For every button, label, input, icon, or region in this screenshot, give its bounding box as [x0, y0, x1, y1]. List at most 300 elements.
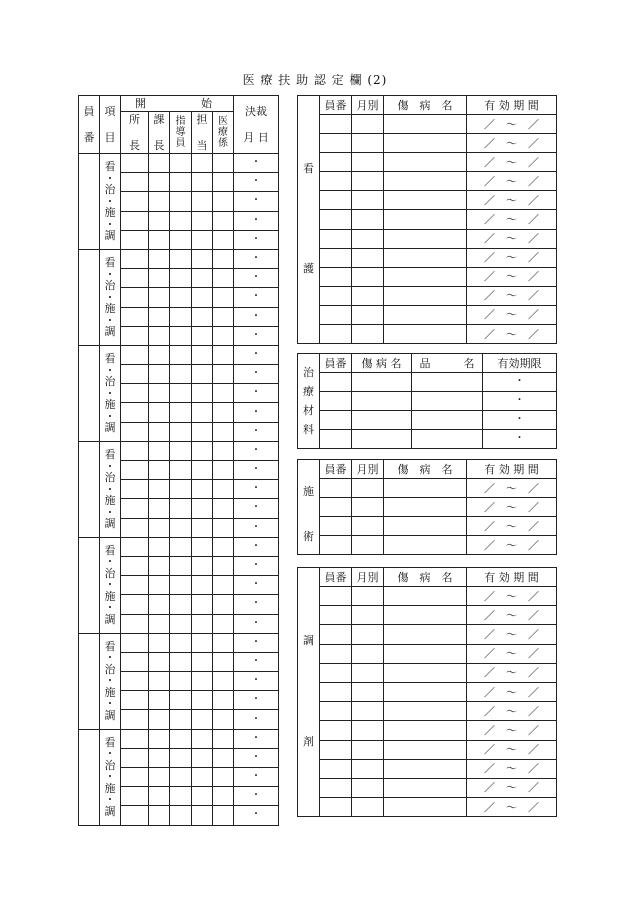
approval-stamp-cell[interactable] — [213, 365, 234, 384]
approval-stamp-cell[interactable] — [192, 403, 213, 422]
approval-stamp-cell[interactable] — [213, 307, 234, 326]
approval-stamp-cell[interactable] — [192, 269, 213, 288]
entry-cell[interactable] — [320, 644, 352, 663]
approval-stamp-cell[interactable] — [213, 633, 234, 652]
approval-stamp-cell[interactable] — [149, 595, 170, 614]
entry-cell[interactable] — [352, 172, 384, 191]
entry-cell[interactable] — [384, 798, 467, 817]
entry-cell[interactable] — [320, 778, 352, 797]
entry-cell[interactable] — [352, 682, 384, 701]
approval-stamp-cell[interactable] — [149, 211, 170, 230]
entry-cell[interactable] — [352, 305, 384, 324]
entry-cell[interactable] — [384, 210, 467, 229]
approval-stamp-cell[interactable] — [213, 787, 234, 806]
approval-stamp-cell[interactable] — [213, 710, 234, 729]
decision-date-cell[interactable]: ・ — [234, 806, 279, 825]
entry-cell[interactable] — [384, 115, 467, 134]
approval-stamp-cell[interactable] — [192, 422, 213, 441]
entry-cell[interactable] — [320, 305, 352, 324]
approval-stamp-cell[interactable] — [213, 154, 234, 173]
approval-stamp-cell[interactable] — [170, 748, 192, 767]
approval-stamp-cell[interactable] — [121, 422, 149, 441]
valid-limit-cell[interactable]: ・ — [483, 411, 557, 430]
approval-stamp-cell[interactable] — [170, 230, 192, 249]
approval-stamp-cell[interactable] — [170, 576, 192, 595]
approval-stamp-cell[interactable] — [213, 403, 234, 422]
member-number-cell[interactable] — [79, 345, 100, 441]
entry-cell[interactable] — [320, 498, 352, 517]
valid-period-cell[interactable]: ／ 〜 ／ — [467, 517, 557, 536]
entry-cell[interactable] — [352, 498, 384, 517]
decision-date-cell[interactable]: ・ — [234, 633, 279, 652]
entry-cell[interactable] — [384, 229, 467, 248]
approval-stamp-cell[interactable] — [170, 499, 192, 518]
entry-cell[interactable] — [384, 702, 467, 721]
entry-cell[interactable] — [352, 134, 384, 153]
approval-stamp-cell[interactable] — [213, 288, 234, 307]
approval-stamp-cell[interactable] — [192, 652, 213, 671]
entry-cell[interactable] — [412, 373, 483, 392]
approval-stamp-cell[interactable] — [213, 441, 234, 460]
approval-stamp-cell[interactable] — [213, 499, 234, 518]
approval-stamp-cell[interactable] — [213, 729, 234, 748]
approval-stamp-cell[interactable] — [149, 556, 170, 575]
approval-stamp-cell[interactable] — [213, 748, 234, 767]
approval-stamp-cell[interactable] — [121, 787, 149, 806]
approval-stamp-cell[interactable] — [149, 173, 170, 192]
valid-limit-cell[interactable]: ・ — [483, 430, 557, 449]
approval-stamp-cell[interactable] — [170, 614, 192, 633]
entry-cell[interactable] — [384, 498, 467, 517]
approval-stamp-cell[interactable] — [121, 269, 149, 288]
entry-cell[interactable] — [384, 134, 467, 153]
approval-stamp-cell[interactable] — [121, 710, 149, 729]
entry-cell[interactable] — [384, 778, 467, 797]
entry-cell[interactable] — [352, 625, 384, 644]
approval-stamp-cell[interactable] — [192, 691, 213, 710]
approval-stamp-cell[interactable] — [192, 345, 213, 364]
approval-stamp-cell[interactable] — [149, 192, 170, 211]
approval-stamp-cell[interactable] — [149, 806, 170, 825]
entry-cell[interactable] — [352, 606, 384, 625]
approval-stamp-cell[interactable] — [170, 288, 192, 307]
entry-cell[interactable] — [320, 229, 352, 248]
approval-stamp-cell[interactable] — [213, 192, 234, 211]
approval-stamp-cell[interactable] — [192, 787, 213, 806]
entry-cell[interactable] — [384, 682, 467, 701]
valid-period-cell[interactable]: ／ 〜 ／ — [467, 172, 557, 191]
entry-cell[interactable] — [320, 134, 352, 153]
member-number-cell[interactable] — [79, 729, 100, 825]
approval-stamp-cell[interactable] — [192, 595, 213, 614]
member-number-cell[interactable] — [79, 249, 100, 345]
member-number-cell[interactable] — [79, 633, 100, 729]
approval-stamp-cell[interactable] — [192, 441, 213, 460]
entry-cell[interactable] — [320, 172, 352, 191]
entry-cell[interactable] — [384, 267, 467, 286]
entry-cell[interactable] — [352, 517, 384, 536]
approval-stamp-cell[interactable] — [192, 537, 213, 556]
decision-date-cell[interactable]: ・ — [234, 192, 279, 211]
entry-cell[interactable] — [320, 248, 352, 267]
decision-date-cell[interactable]: ・ — [234, 345, 279, 364]
approval-stamp-cell[interactable] — [170, 480, 192, 499]
approval-stamp-cell[interactable] — [192, 614, 213, 633]
decision-date-cell[interactable]: ・ — [234, 249, 279, 268]
approval-stamp-cell[interactable] — [149, 729, 170, 748]
decision-date-cell[interactable]: ・ — [234, 480, 279, 499]
approval-stamp-cell[interactable] — [149, 326, 170, 345]
approval-stamp-cell[interactable] — [149, 461, 170, 480]
approval-stamp-cell[interactable] — [149, 422, 170, 441]
valid-period-cell[interactable]: ／ 〜 ／ — [467, 286, 557, 305]
decision-date-cell[interactable]: ・ — [234, 518, 279, 537]
entry-cell[interactable] — [320, 153, 352, 172]
approval-stamp-cell[interactable] — [213, 249, 234, 268]
decision-date-cell[interactable]: ・ — [234, 211, 279, 230]
approval-stamp-cell[interactable] — [213, 211, 234, 230]
valid-period-cell[interactable]: ／ 〜 ／ — [467, 702, 557, 721]
entry-cell[interactable] — [320, 606, 352, 625]
entry-cell[interactable] — [320, 721, 352, 740]
entry-cell[interactable] — [384, 325, 467, 344]
valid-period-cell[interactable]: ／ 〜 ／ — [467, 134, 557, 153]
approval-stamp-cell[interactable] — [121, 614, 149, 633]
approval-stamp-cell[interactable] — [192, 249, 213, 268]
approval-stamp-cell[interactable] — [170, 729, 192, 748]
approval-stamp-cell[interactable] — [170, 307, 192, 326]
approval-stamp-cell[interactable] — [170, 806, 192, 825]
approval-stamp-cell[interactable] — [149, 307, 170, 326]
entry-cell[interactable] — [320, 411, 352, 430]
approval-stamp-cell[interactable] — [213, 768, 234, 787]
approval-stamp-cell[interactable] — [170, 537, 192, 556]
approval-stamp-cell[interactable] — [192, 748, 213, 767]
valid-period-cell[interactable]: ／ 〜 ／ — [467, 759, 557, 778]
entry-cell[interactable] — [352, 392, 412, 411]
valid-limit-cell[interactable]: ・ — [483, 373, 557, 392]
approval-stamp-cell[interactable] — [192, 365, 213, 384]
approval-stamp-cell[interactable] — [149, 537, 170, 556]
valid-period-cell[interactable]: ／ 〜 ／ — [467, 248, 557, 267]
decision-date-cell[interactable]: ・ — [234, 787, 279, 806]
valid-period-cell[interactable]: ／ 〜 ／ — [467, 305, 557, 324]
approval-stamp-cell[interactable] — [121, 230, 149, 249]
decision-date-cell[interactable]: ・ — [234, 461, 279, 480]
decision-date-cell[interactable]: ・ — [234, 729, 279, 748]
valid-limit-cell[interactable]: ・ — [483, 392, 557, 411]
decision-date-cell[interactable]: ・ — [234, 768, 279, 787]
entry-cell[interactable] — [320, 517, 352, 536]
approval-stamp-cell[interactable] — [213, 537, 234, 556]
approval-stamp-cell[interactable] — [170, 556, 192, 575]
approval-stamp-cell[interactable] — [149, 672, 170, 691]
entry-cell[interactable] — [352, 798, 384, 817]
approval-stamp-cell[interactable] — [121, 633, 149, 652]
approval-stamp-cell[interactable] — [121, 672, 149, 691]
valid-period-cell[interactable]: ／ 〜 ／ — [467, 663, 557, 682]
approval-stamp-cell[interactable] — [121, 365, 149, 384]
decision-date-cell[interactable]: ・ — [234, 173, 279, 192]
valid-period-cell[interactable]: ／ 〜 ／ — [467, 721, 557, 740]
entry-cell[interactable] — [384, 644, 467, 663]
approval-stamp-cell[interactable] — [149, 154, 170, 173]
approval-stamp-cell[interactable] — [192, 806, 213, 825]
approval-stamp-cell[interactable] — [121, 768, 149, 787]
entry-cell[interactable] — [320, 191, 352, 210]
entry-cell[interactable] — [384, 172, 467, 191]
entry-cell[interactable] — [412, 392, 483, 411]
entry-cell[interactable] — [352, 778, 384, 797]
approval-stamp-cell[interactable] — [121, 537, 149, 556]
approval-stamp-cell[interactable] — [121, 326, 149, 345]
entry-cell[interactable] — [320, 479, 352, 498]
approval-stamp-cell[interactable] — [213, 518, 234, 537]
entry-cell[interactable] — [352, 267, 384, 286]
approval-stamp-cell[interactable] — [192, 556, 213, 575]
valid-period-cell[interactable]: ／ 〜 ／ — [467, 191, 557, 210]
valid-period-cell[interactable]: ／ 〜 ／ — [467, 267, 557, 286]
valid-period-cell[interactable]: ／ 〜 ／ — [467, 778, 557, 797]
approval-stamp-cell[interactable] — [149, 787, 170, 806]
approval-stamp-cell[interactable] — [213, 556, 234, 575]
entry-cell[interactable] — [384, 536, 467, 555]
approval-stamp-cell[interactable] — [213, 461, 234, 480]
valid-period-cell[interactable]: ／ 〜 ／ — [467, 606, 557, 625]
approval-stamp-cell[interactable] — [149, 576, 170, 595]
entry-cell[interactable] — [352, 740, 384, 759]
entry-cell[interactable] — [384, 740, 467, 759]
valid-period-cell[interactable]: ／ 〜 ／ — [467, 115, 557, 134]
approval-stamp-cell[interactable] — [192, 518, 213, 537]
approval-stamp-cell[interactable] — [170, 249, 192, 268]
entry-cell[interactable] — [384, 153, 467, 172]
valid-period-cell[interactable]: ／ 〜 ／ — [467, 536, 557, 555]
approval-stamp-cell[interactable] — [121, 403, 149, 422]
decision-date-cell[interactable]: ・ — [234, 691, 279, 710]
approval-stamp-cell[interactable] — [192, 729, 213, 748]
approval-stamp-cell[interactable] — [121, 806, 149, 825]
entry-cell[interactable] — [352, 248, 384, 267]
approval-stamp-cell[interactable] — [213, 422, 234, 441]
entry-cell[interactable] — [384, 663, 467, 682]
approval-stamp-cell[interactable] — [192, 211, 213, 230]
entry-cell[interactable] — [352, 702, 384, 721]
entry-cell[interactable] — [320, 587, 352, 606]
approval-stamp-cell[interactable] — [149, 652, 170, 671]
approval-stamp-cell[interactable] — [170, 672, 192, 691]
entry-cell[interactable] — [320, 115, 352, 134]
entry-cell[interactable] — [320, 702, 352, 721]
approval-stamp-cell[interactable] — [121, 307, 149, 326]
approval-stamp-cell[interactable] — [170, 211, 192, 230]
approval-stamp-cell[interactable] — [121, 576, 149, 595]
decision-date-cell[interactable]: ・ — [234, 384, 279, 403]
entry-cell[interactable] — [320, 267, 352, 286]
approval-stamp-cell[interactable] — [213, 672, 234, 691]
entry-cell[interactable] — [352, 373, 412, 392]
decision-date-cell[interactable]: ・ — [234, 154, 279, 173]
approval-stamp-cell[interactable] — [213, 384, 234, 403]
approval-stamp-cell[interactable] — [149, 499, 170, 518]
entry-cell[interactable] — [384, 625, 467, 644]
approval-stamp-cell[interactable] — [121, 595, 149, 614]
decision-date-cell[interactable]: ・ — [234, 652, 279, 671]
approval-stamp-cell[interactable] — [121, 748, 149, 767]
approval-stamp-cell[interactable] — [192, 672, 213, 691]
member-number-cell[interactable] — [79, 441, 100, 537]
approval-stamp-cell[interactable] — [149, 518, 170, 537]
entry-cell[interactable] — [320, 759, 352, 778]
approval-stamp-cell[interactable] — [213, 576, 234, 595]
approval-stamp-cell[interactable] — [121, 499, 149, 518]
entry-cell[interactable] — [384, 606, 467, 625]
entry-cell[interactable] — [352, 536, 384, 555]
valid-period-cell[interactable]: ／ 〜 ／ — [467, 210, 557, 229]
entry-cell[interactable] — [320, 430, 352, 449]
approval-stamp-cell[interactable] — [149, 230, 170, 249]
approval-stamp-cell[interactable] — [213, 614, 234, 633]
approval-stamp-cell[interactable] — [121, 154, 149, 173]
approval-stamp-cell[interactable] — [170, 461, 192, 480]
approval-stamp-cell[interactable] — [149, 633, 170, 652]
decision-date-cell[interactable]: ・ — [234, 576, 279, 595]
approval-stamp-cell[interactable] — [149, 710, 170, 729]
entry-cell[interactable] — [384, 587, 467, 606]
approval-stamp-cell[interactable] — [149, 691, 170, 710]
approval-stamp-cell[interactable] — [192, 768, 213, 787]
entry-cell[interactable] — [352, 210, 384, 229]
entry-cell[interactable] — [384, 248, 467, 267]
entry-cell[interactable] — [412, 411, 483, 430]
approval-stamp-cell[interactable] — [192, 576, 213, 595]
approval-stamp-cell[interactable] — [192, 307, 213, 326]
entry-cell[interactable] — [320, 286, 352, 305]
approval-stamp-cell[interactable] — [170, 441, 192, 460]
approval-stamp-cell[interactable] — [170, 384, 192, 403]
member-number-cell[interactable] — [79, 154, 100, 250]
approval-stamp-cell[interactable] — [121, 652, 149, 671]
approval-stamp-cell[interactable] — [149, 345, 170, 364]
approval-stamp-cell[interactable] — [170, 192, 192, 211]
approval-stamp-cell[interactable] — [170, 403, 192, 422]
entry-cell[interactable] — [384, 286, 467, 305]
decision-date-cell[interactable]: ・ — [234, 326, 279, 345]
entry-cell[interactable] — [352, 115, 384, 134]
approval-stamp-cell[interactable] — [170, 768, 192, 787]
approval-stamp-cell[interactable] — [192, 154, 213, 173]
approval-stamp-cell[interactable] — [149, 365, 170, 384]
decision-date-cell[interactable]: ・ — [234, 672, 279, 691]
approval-stamp-cell[interactable] — [213, 480, 234, 499]
decision-date-cell[interactable]: ・ — [234, 403, 279, 422]
approval-stamp-cell[interactable] — [121, 480, 149, 499]
approval-stamp-cell[interactable] — [192, 461, 213, 480]
approval-stamp-cell[interactable] — [121, 461, 149, 480]
entry-cell[interactable] — [384, 759, 467, 778]
decision-date-cell[interactable]: ・ — [234, 499, 279, 518]
approval-stamp-cell[interactable] — [192, 499, 213, 518]
valid-period-cell[interactable]: ／ 〜 ／ — [467, 625, 557, 644]
decision-date-cell[interactable]: ・ — [234, 269, 279, 288]
entry-cell[interactable] — [320, 373, 352, 392]
approval-stamp-cell[interactable] — [213, 173, 234, 192]
approval-stamp-cell[interactable] — [192, 710, 213, 729]
approval-stamp-cell[interactable] — [149, 614, 170, 633]
approval-stamp-cell[interactable] — [170, 595, 192, 614]
approval-stamp-cell[interactable] — [149, 441, 170, 460]
entry-cell[interactable] — [320, 325, 352, 344]
entry-cell[interactable] — [352, 229, 384, 248]
decision-date-cell[interactable]: ・ — [234, 710, 279, 729]
entry-cell[interactable] — [352, 587, 384, 606]
decision-date-cell[interactable]: ・ — [234, 288, 279, 307]
entry-cell[interactable] — [320, 536, 352, 555]
entry-cell[interactable] — [320, 210, 352, 229]
entry-cell[interactable] — [352, 411, 412, 430]
decision-date-cell[interactable]: ・ — [234, 614, 279, 633]
approval-stamp-cell[interactable] — [192, 633, 213, 652]
decision-date-cell[interactable]: ・ — [234, 422, 279, 441]
entry-cell[interactable] — [352, 286, 384, 305]
entry-cell[interactable] — [352, 479, 384, 498]
approval-stamp-cell[interactable] — [121, 729, 149, 748]
approval-stamp-cell[interactable] — [121, 288, 149, 307]
entry-cell[interactable] — [352, 430, 412, 449]
entry-cell[interactable] — [384, 479, 467, 498]
valid-period-cell[interactable]: ／ 〜 ／ — [467, 479, 557, 498]
approval-stamp-cell[interactable] — [121, 691, 149, 710]
approval-stamp-cell[interactable] — [213, 230, 234, 249]
entry-cell[interactable] — [320, 663, 352, 682]
entry-cell[interactable] — [352, 191, 384, 210]
approval-stamp-cell[interactable] — [121, 173, 149, 192]
approval-stamp-cell[interactable] — [192, 173, 213, 192]
approval-stamp-cell[interactable] — [170, 326, 192, 345]
approval-stamp-cell[interactable] — [121, 249, 149, 268]
approval-stamp-cell[interactable] — [192, 288, 213, 307]
entry-cell[interactable] — [352, 325, 384, 344]
valid-period-cell[interactable]: ／ 〜 ／ — [467, 153, 557, 172]
approval-stamp-cell[interactable] — [170, 691, 192, 710]
decision-date-cell[interactable]: ・ — [234, 441, 279, 460]
approval-stamp-cell[interactable] — [170, 787, 192, 806]
approval-stamp-cell[interactable] — [213, 269, 234, 288]
decision-date-cell[interactable]: ・ — [234, 595, 279, 614]
approval-stamp-cell[interactable] — [121, 345, 149, 364]
approval-stamp-cell[interactable] — [170, 154, 192, 173]
valid-period-cell[interactable]: ／ 〜 ／ — [467, 587, 557, 606]
approval-stamp-cell[interactable] — [192, 230, 213, 249]
entry-cell[interactable] — [352, 759, 384, 778]
approval-stamp-cell[interactable] — [213, 806, 234, 825]
approval-stamp-cell[interactable] — [149, 269, 170, 288]
entry-cell[interactable] — [384, 305, 467, 324]
approval-stamp-cell[interactable] — [149, 748, 170, 767]
approval-stamp-cell[interactable] — [149, 249, 170, 268]
approval-stamp-cell[interactable] — [170, 518, 192, 537]
approval-stamp-cell[interactable] — [149, 288, 170, 307]
approval-stamp-cell[interactable] — [121, 384, 149, 403]
entry-cell[interactable] — [352, 644, 384, 663]
entry-cell[interactable] — [320, 740, 352, 759]
decision-date-cell[interactable]: ・ — [234, 307, 279, 326]
entry-cell[interactable] — [384, 721, 467, 740]
entry-cell[interactable] — [384, 517, 467, 536]
decision-date-cell[interactable]: ・ — [234, 230, 279, 249]
approval-stamp-cell[interactable] — [213, 595, 234, 614]
approval-stamp-cell[interactable] — [121, 441, 149, 460]
